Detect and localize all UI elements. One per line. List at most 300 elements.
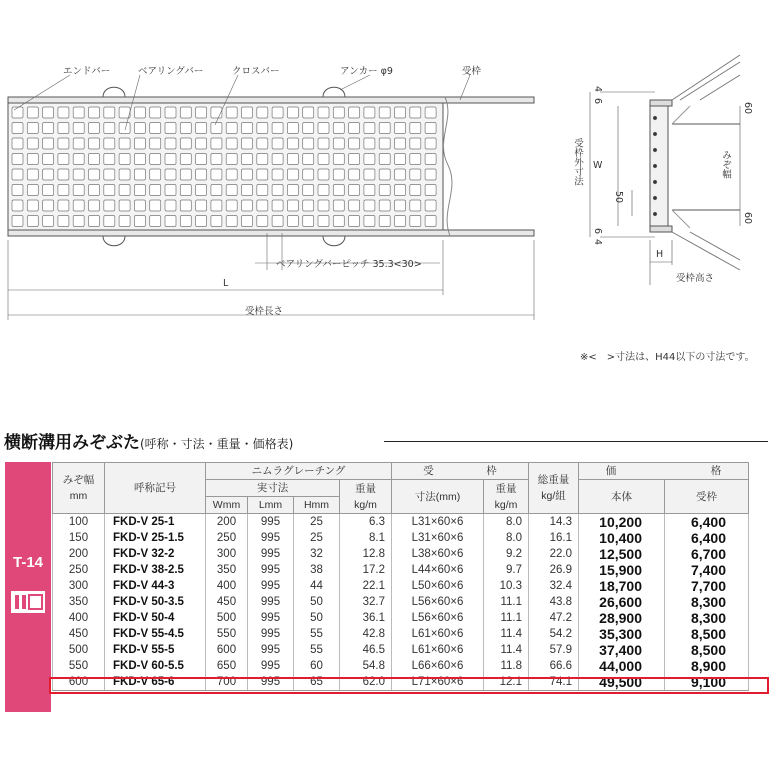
grating-cell <box>27 154 38 165</box>
cell-width: 600 <box>53 674 105 691</box>
cell-fdim: L61×60×6 <box>392 626 484 642</box>
groove-width-header: みぞ幅 <box>62 474 95 486</box>
grating-cell <box>134 185 145 196</box>
cell-h: 38 <box>294 562 340 578</box>
dim-6-bottom-label: 6 <box>592 228 603 235</box>
cell-code: FKD-V 44-3 <box>105 578 206 594</box>
cell-total: 47.2 <box>529 610 579 626</box>
cell-code: FKD-V 38-2.5 <box>105 562 206 578</box>
grating-cell <box>287 169 298 180</box>
grating-cell <box>180 200 191 211</box>
grating-plan-view <box>8 75 534 320</box>
grating-cell <box>27 200 38 211</box>
grating-cell <box>257 123 268 134</box>
grating-cell <box>379 154 390 165</box>
frame-height-label: 受枠高さ <box>676 273 715 284</box>
grating-cell <box>425 185 436 196</box>
cell-h: 32 <box>294 546 340 562</box>
grating-icon <box>10 590 46 614</box>
grating-cell <box>272 216 283 227</box>
grating-cell <box>180 169 191 180</box>
grating-cell <box>150 200 161 211</box>
grating-cell <box>379 169 390 180</box>
grating-cell <box>318 169 329 180</box>
grating-cell <box>150 185 161 196</box>
frame-weight-unit: kg/m <box>494 498 518 511</box>
frame-weight-header: 重量 <box>495 482 517 495</box>
cell-frame: 8,900 <box>665 658 749 674</box>
cell-code: FKD-V 25-1.5 <box>105 530 206 546</box>
grating-cell <box>180 216 191 227</box>
cell-fwt: 8.0 <box>484 530 529 546</box>
grating-cell <box>333 154 344 165</box>
cell-fwt: 9.7 <box>484 562 529 578</box>
cell-w: 600 <box>206 642 248 658</box>
grating-cell <box>303 138 314 149</box>
grating-cell <box>303 169 314 180</box>
grating-cell <box>211 169 222 180</box>
cell-wt: 42.8 <box>340 626 392 642</box>
grating-cell <box>257 107 268 118</box>
grating-cell <box>104 200 115 211</box>
cell-width: 250 <box>53 562 105 578</box>
cell-frame: 6,400 <box>665 514 749 531</box>
grating-cell <box>395 200 406 211</box>
grating-cell <box>165 185 176 196</box>
grating-cell <box>272 169 283 180</box>
grating-cell <box>165 107 176 118</box>
grating-cell <box>410 169 421 180</box>
grating-cell <box>318 107 329 118</box>
grating-cell <box>211 200 222 211</box>
grating-cell <box>395 154 406 165</box>
grating-cell <box>119 169 130 180</box>
grating-cell <box>333 200 344 211</box>
bearing-bar-dot <box>653 116 656 119</box>
dimension-note: ※< >寸法は、H44以下の寸法です。 <box>580 352 755 363</box>
grating-cell <box>333 185 344 196</box>
grating-cell <box>119 154 130 165</box>
grating-cell <box>73 169 84 180</box>
cell-code: FKD-V 55-5 <box>105 642 206 658</box>
grating-cell <box>150 154 161 165</box>
grating-cell <box>104 154 115 165</box>
grating-cell <box>410 107 421 118</box>
grating-cell <box>89 123 100 134</box>
grating-cell <box>12 138 23 149</box>
grating-cell <box>318 138 329 149</box>
cell-h: 55 <box>294 626 340 642</box>
cell-l: 995 <box>248 562 294 578</box>
grating-cell <box>303 123 314 134</box>
grating-cell <box>425 200 436 211</box>
frame-outer-label: 受枠外寸法 <box>572 138 583 186</box>
grating-cell <box>364 107 375 118</box>
grating-cell <box>12 185 23 196</box>
spec-table <box>52 462 749 691</box>
grating-cell <box>272 154 283 165</box>
grating-cell <box>104 123 115 134</box>
cell-w: 200 <box>206 514 248 531</box>
grating-cell <box>364 216 375 227</box>
cell-wt: 36.1 <box>340 610 392 626</box>
cell-total: 54.2 <box>529 626 579 642</box>
grating-cell <box>349 200 360 211</box>
col-total-weight <box>529 463 579 514</box>
grating-cell <box>43 200 54 211</box>
grating-cell <box>58 154 69 165</box>
cell-fdim: L50×60×6 <box>392 578 484 594</box>
bearing-bar-dot <box>653 132 656 135</box>
cell-fwt: 11.1 <box>484 594 529 610</box>
grating-cell <box>196 107 207 118</box>
cell-h: 25 <box>294 530 340 546</box>
cell-wt: 17.2 <box>340 562 392 578</box>
grating-cell <box>119 216 130 227</box>
grating-cell <box>89 138 100 149</box>
cell-h: 44 <box>294 578 340 594</box>
cross-bar-label: クロスバー <box>232 66 280 77</box>
col-grating: ニムラグレーチング <box>206 463 392 480</box>
grating-cell <box>287 216 298 227</box>
cell-width: 550 <box>53 658 105 674</box>
cell-width: 200 <box>53 546 105 562</box>
category-tab <box>5 462 51 712</box>
cell-body: 28,900 <box>579 610 665 626</box>
grating-cell <box>226 169 237 180</box>
grating-cell <box>318 216 329 227</box>
grating-cell <box>58 216 69 227</box>
grating-cell <box>73 200 84 211</box>
cell-wt: 6.3 <box>340 514 392 531</box>
col-L: Lmm <box>248 497 294 514</box>
W-label: W <box>593 160 603 171</box>
bearing-bar-dot <box>653 212 656 215</box>
grating-cell <box>58 169 69 180</box>
cell-fwt: 11.8 <box>484 658 529 674</box>
grating-cell <box>73 216 84 227</box>
grating-cell <box>395 169 406 180</box>
grating-cell <box>303 185 314 196</box>
grating-cell <box>242 185 253 196</box>
grating-cell <box>379 185 390 196</box>
grating-cell <box>89 169 100 180</box>
cell-wt: 12.8 <box>340 546 392 562</box>
grating-cell <box>226 123 237 134</box>
grating-cell <box>242 123 253 134</box>
grating-cell <box>257 138 268 149</box>
grating-cell <box>73 154 84 165</box>
grating-cell <box>150 123 161 134</box>
cell-fdim: L31×60×6 <box>392 514 484 531</box>
length-L-label: L <box>223 278 229 289</box>
grating-cell <box>349 169 360 180</box>
section-title-main: 横断溝用みぞぶた <box>4 433 140 453</box>
grating-cell <box>425 154 436 165</box>
grating-cell <box>410 154 421 165</box>
cell-width: 100 <box>53 514 105 531</box>
grating-cell <box>211 154 222 165</box>
grating-cell <box>425 138 436 149</box>
dim-50-label: 50 <box>613 191 624 204</box>
grating-cell <box>58 138 69 149</box>
grating-cell <box>425 216 436 227</box>
cell-fdim: L56×60×6 <box>392 610 484 626</box>
cell-l: 995 <box>248 594 294 610</box>
cell-w: 250 <box>206 530 248 546</box>
table-row <box>53 546 749 562</box>
grating-cell <box>242 138 253 149</box>
grating-cell <box>318 123 329 134</box>
cell-frame: 7,700 <box>665 578 749 594</box>
cell-w: 300 <box>206 546 248 562</box>
grating-cell <box>134 107 145 118</box>
cell-wt: 22.1 <box>340 578 392 594</box>
grating-cell <box>364 200 375 211</box>
grating-cell <box>119 138 130 149</box>
cell-frame: 8,500 <box>665 626 749 642</box>
grating-cell <box>395 185 406 196</box>
grating-cell <box>27 138 38 149</box>
dim-4-bottom-label: 4 <box>592 239 603 246</box>
grating-cell <box>12 107 23 118</box>
grating-cell <box>150 138 161 149</box>
grating-cell <box>165 169 176 180</box>
cell-total: 66.6 <box>529 658 579 674</box>
cell-h: 55 <box>294 642 340 658</box>
grating-cell <box>226 216 237 227</box>
grating-cell <box>287 200 298 211</box>
cell-total: 74.1 <box>529 674 579 691</box>
grating-cell <box>43 107 54 118</box>
groove-width-label: みぞ幅 <box>720 150 731 179</box>
grating-cell <box>410 185 421 196</box>
cell-code: FKD-V 60-5.5 <box>105 658 206 674</box>
groove-unit: mm <box>69 490 88 502</box>
grating-cell <box>287 107 298 118</box>
cell-fdim: L38×60×6 <box>392 546 484 562</box>
grating-cell <box>349 216 360 227</box>
grating-cell <box>242 107 253 118</box>
grating-cell <box>395 123 406 134</box>
grating-cell <box>165 154 176 165</box>
cell-total: 14.3 <box>529 514 579 531</box>
table-row <box>53 562 749 578</box>
grating-cell <box>303 200 314 211</box>
col-actual-dim: 実寸法 <box>206 480 340 497</box>
grating-cell <box>272 200 283 211</box>
frame-length-label: 受枠長さ <box>245 306 284 317</box>
grating-cell <box>364 185 375 196</box>
grating-cell <box>58 200 69 211</box>
price-header-right: 格 <box>710 465 722 477</box>
cell-h: 65 <box>294 674 340 691</box>
cell-fdim: L56×60×6 <box>392 594 484 610</box>
total-weight-unit: kg/組 <box>541 490 566 502</box>
grating-cell <box>395 138 406 149</box>
table-row <box>53 594 749 610</box>
grating-cell <box>134 200 145 211</box>
cell-wt: 54.8 <box>340 658 392 674</box>
grating-cell <box>318 185 329 196</box>
grating-cell <box>43 169 54 180</box>
grating-cell <box>165 216 176 227</box>
grating-cell <box>211 107 222 118</box>
frame-header-right: 枠 <box>486 465 497 477</box>
bearing-bar-dot <box>653 164 656 167</box>
grating-cell <box>257 216 268 227</box>
grating-cell <box>119 123 130 134</box>
grating-cell <box>272 107 283 118</box>
cell-body: 26,600 <box>579 594 665 610</box>
cell-fwt: 10.3 <box>484 578 529 594</box>
cell-fwt: 11.4 <box>484 642 529 658</box>
grating-cell <box>165 123 176 134</box>
grating-cell <box>89 200 100 211</box>
cell-frame: 8,300 <box>665 594 749 610</box>
cell-code: FKD-V 32-2 <box>105 546 206 562</box>
cell-total: 57.9 <box>529 642 579 658</box>
grating-cell <box>257 169 268 180</box>
col-weight <box>340 480 392 514</box>
grating-cell <box>27 216 38 227</box>
grating-cell <box>226 200 237 211</box>
weight-header: 重量 <box>355 482 376 495</box>
grating-cell <box>27 185 38 196</box>
tab-code: T-14 <box>12 554 43 571</box>
grating-cell <box>134 123 145 134</box>
grating-cell <box>410 216 421 227</box>
cell-total: 43.8 <box>529 594 579 610</box>
cell-l: 995 <box>248 642 294 658</box>
cell-l: 995 <box>248 658 294 674</box>
grating-cell <box>43 138 54 149</box>
cell-fdim: L61×60×6 <box>392 642 484 658</box>
grating-cell <box>272 123 283 134</box>
cell-body: 18,700 <box>579 578 665 594</box>
grating-cell <box>196 200 207 211</box>
grating-cell <box>364 138 375 149</box>
grating-cell <box>226 107 237 118</box>
highlight-box <box>49 677 769 694</box>
grating-cell <box>104 169 115 180</box>
grating-cell <box>303 154 314 165</box>
grating-cell <box>425 169 436 180</box>
grating-cell <box>89 154 100 165</box>
table-row <box>53 642 749 658</box>
bearing-bar-label: ベアリングバー <box>138 66 204 77</box>
grating-cell <box>242 200 253 211</box>
cell-w: 650 <box>206 658 248 674</box>
cell-body: 35,300 <box>579 626 665 642</box>
cell-wt: 62.0 <box>340 674 392 691</box>
grating-cell <box>287 154 298 165</box>
col-H: Hmm <box>294 497 340 514</box>
cell-total: 22.0 <box>529 546 579 562</box>
grating-cell <box>196 138 207 149</box>
grating-cell <box>150 107 161 118</box>
dim-60-bottom-label: 60 <box>742 212 753 225</box>
grating-cell <box>226 154 237 165</box>
cell-wt: 32.7 <box>340 594 392 610</box>
grating-cell <box>180 185 191 196</box>
grating-cell <box>410 200 421 211</box>
H-label: H <box>656 249 664 260</box>
cell-fwt: 8.0 <box>484 514 529 531</box>
grating-cell <box>379 200 390 211</box>
grating-cell <box>43 216 54 227</box>
grating-cell <box>73 107 84 118</box>
cell-frame: 6,400 <box>665 530 749 546</box>
cell-frame: 6,700 <box>665 546 749 562</box>
grating-cell <box>89 107 100 118</box>
cell-w: 450 <box>206 594 248 610</box>
grating-cell <box>104 138 115 149</box>
bearing-bar-dot <box>653 148 656 151</box>
cell-frame: 8,300 <box>665 610 749 626</box>
grating-cell <box>425 107 436 118</box>
grating-cell <box>364 154 375 165</box>
grating-cell <box>226 138 237 149</box>
cell-body: 44,000 <box>579 658 665 674</box>
grating-cell <box>226 185 237 196</box>
grating-cell <box>333 169 344 180</box>
grating-cell <box>73 123 84 134</box>
grating-cell <box>150 169 161 180</box>
grating-cell <box>379 123 390 134</box>
section-title <box>4 428 293 453</box>
grating-cell <box>287 123 298 134</box>
grating-cell <box>379 107 390 118</box>
grating-cell <box>211 138 222 149</box>
bearing-bar-dot <box>653 196 656 199</box>
section-subtitle: (呼称・寸法・重量・価格表) <box>140 437 294 451</box>
spec-table-body <box>53 514 749 691</box>
grating-cell <box>27 169 38 180</box>
grating-cell <box>119 185 130 196</box>
table-row <box>53 658 749 674</box>
cell-width: 400 <box>53 610 105 626</box>
cell-body: 49,500 <box>579 674 665 691</box>
cell-h: 60 <box>294 658 340 674</box>
cell-width: 150 <box>53 530 105 546</box>
grating-cell <box>395 107 406 118</box>
grating-cell <box>395 216 406 227</box>
grating-cell <box>333 107 344 118</box>
bearing-bar-dot <box>653 180 656 183</box>
cell-code: FKD-V 65-6 <box>105 674 206 691</box>
cell-frame: 9,100 <box>665 674 749 691</box>
grating-cell <box>27 123 38 134</box>
cell-wt: 46.5 <box>340 642 392 658</box>
cell-l: 995 <box>248 674 294 691</box>
anchor-label: アンカー φ9 <box>340 66 393 77</box>
title-rule <box>384 441 768 442</box>
grating-cell <box>349 138 360 149</box>
grating-cell <box>333 123 344 134</box>
grating-cell <box>349 154 360 165</box>
cell-body: 10,200 <box>579 514 665 531</box>
grating-cell <box>134 169 145 180</box>
grating-cell <box>257 200 268 211</box>
grating-cell <box>349 107 360 118</box>
cell-w: 700 <box>206 674 248 691</box>
grating-cell <box>12 154 23 165</box>
cell-h: 50 <box>294 610 340 626</box>
table-row <box>53 610 749 626</box>
cell-width: 450 <box>53 626 105 642</box>
grating-cell <box>134 154 145 165</box>
